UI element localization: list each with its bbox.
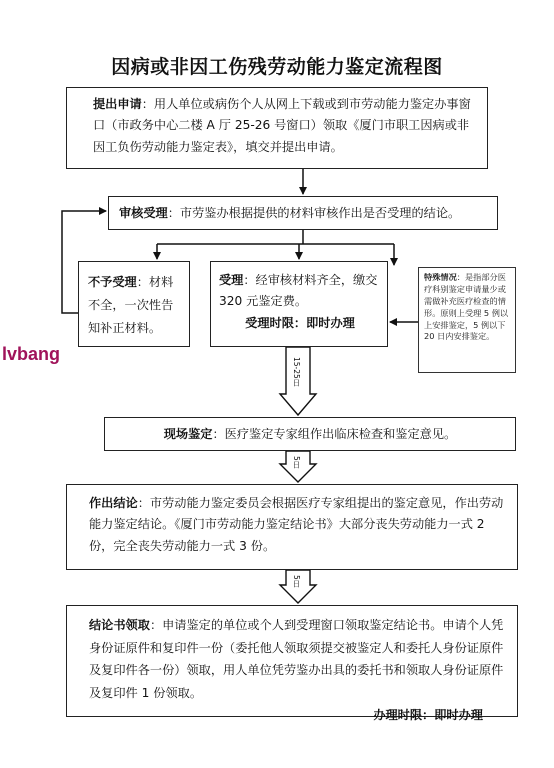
step-reject-label: 不予受理 [88,275,137,289]
step-conclusion-label: 作出结论 [89,496,138,510]
step-accept-time: 受理时限：即时办理 [245,315,355,330]
step-collect-text: ：申请鉴定的单位或个人到受理窗口领取鉴定结论书。申请个人凭身份证原件和复印件一份（委托他人领取须提交被鉴定人和委托人身份证原件及复印件各一份）领取，用人单位凭劳鉴办出具的委托书和领取人身份证原件及复印件 1 份领取。 [89,618,504,700]
step-review-label: 审核受理 [119,206,168,220]
step-onsite-box [104,417,516,451]
step-reject-box [78,261,190,347]
arrow-label-1: 15-25日 [291,357,301,387]
step-onsite-text: ：医疗鉴定专家组作出临床检查和鉴定意见。 [212,427,457,441]
step-review-box [108,196,498,230]
arrow-label-2: 5日 [291,455,301,469]
step-collect-time: 办理时限：即时办理 [373,708,483,723]
watermark-text: lvbang [2,344,61,364]
step-review-text: ：市劳鉴办根据提供的材料审核作出是否受理的结论。 [167,206,461,220]
step-submit-box [66,87,488,169]
step-onsite-label: 现场鉴定 [163,427,213,441]
step-submit-text: ：用人单位或病伤个人从网上下载或到市劳动能力鉴定办事窗口（市政务中心二楼 A 厅 25-26 号窗口）领取《厦门市职工因病或非因工负伤劳动能力鉴定表》，填交并提出申请。 [93,97,471,154]
step-submit-label: 提出申请 [93,97,142,111]
step-accept-text: ：经审核材料齐全，缴交 320 元鉴定费。 [219,273,378,309]
step-collect-label: 结论书领取 [89,618,150,632]
step-conclusion-box [66,484,518,570]
step-accept-label: 受理 [219,273,244,287]
step-conclusion-text: ：市劳动能力鉴定委员会根据医疗专家组提出的鉴定意见，作出劳动能力鉴定结论。《厦门市劳动能力鉴定结论书》大部分丧失劳动能力一式 2 份，完全丧失劳动能力一式 3 份。 [89,496,504,553]
step-reject-text: ：材料不全，一次性告知补正材料。 [88,275,174,336]
arrow-label-3: 5日 [291,574,301,588]
special-case-label: 特殊情况 [424,272,457,282]
step-collect-box [66,605,518,723]
step-accept-box [210,261,388,347]
special-case-note [418,267,516,373]
page-title: 因病或非因工伤残劳动能力鉴定流程图 [111,56,443,78]
special-case-text: ：是指部分医疗科别鉴定申请量少或需做补充医疗检查的情形。原则上受理 5 例以上安排鉴定，5 例以下 20 日内安排鉴定。 [424,272,509,342]
